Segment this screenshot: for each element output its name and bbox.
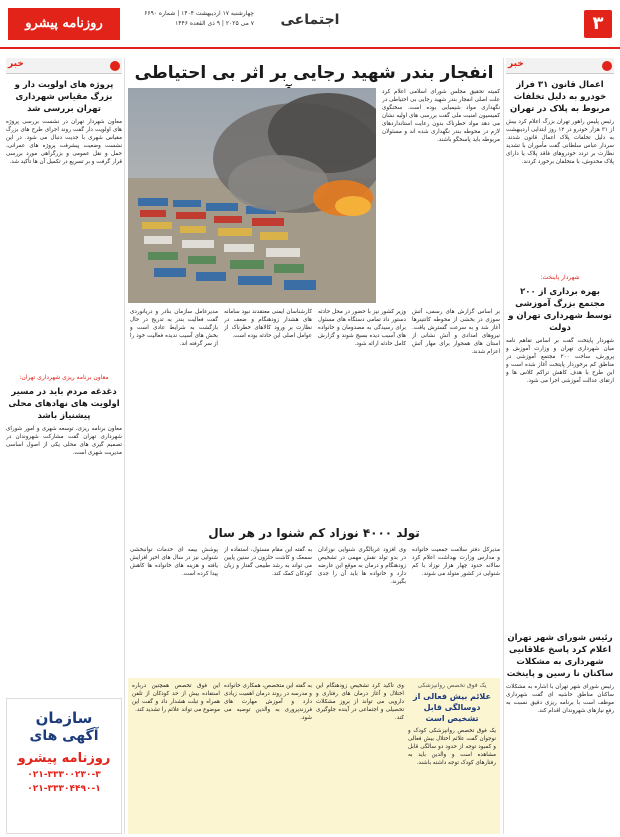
date-line-1: چهارشنبه ۱۷ اردیبهشت ۱۴۰۴ | شماره ۶۶۹۰	[144, 10, 254, 17]
right-story2-text: شهردار پایتخت گفت بر اساس تفاهم نامه میان شهرداری تهران و وزارت آموزش و پرورش، ساخت ۲۰۰ مجتمع آموزشی در مناطق کم برخوردار پایتخت آغاز شده است و این طرح با هدف کاهش تراکم کلاس ها و ارتقای عدالت آموزشی اجرا می شود.	[506, 338, 614, 384]
right-column	[506, 58, 614, 834]
page-header	[0, 0, 620, 48]
second-col-c: به گفته این مقام مسئول، استفاده از سمعک و کاشت حلزون در سنین پایین می تواند به رشد طبیعی گفتار و زبان کودکان کمک کند.	[224, 547, 312, 577]
highlight-col-b: وی تأکید کرد تشخیص زودهنگام این اختلال و آغاز درمان های رفتاری و دارویی می تواند از بروز مشکلات تحصیلی و اجتماعی در آینده جلوگیری کند.	[316, 683, 404, 721]
ad-box	[6, 698, 122, 834]
port-aerial-image	[128, 88, 376, 303]
second-col-d: پوشش بیمه ای خدمات توانبخشی شنوایی نیز در سال های اخیر افزایش یافته و هزینه های خانواده ها کاهش پیدا کرده است.	[130, 547, 218, 577]
highlight-article	[128, 678, 500, 834]
highlight-col-d: این فوق تخصص همچنین درباره استفاده بیش از حد کودکان از تلفن همراه و تبلت هشدار داد و گفت این موضوع می تواند علائم را تشدید کند.	[132, 683, 220, 713]
date-line	[124, 9, 254, 29]
ad-title: سازمان	[35, 709, 93, 727]
highlight-kicker: یک فوق تخصص روانپزشکی	[417, 682, 487, 689]
main-lead-text: کمیته تحقیق مجلس شورای اسلامی اعلام کرد علت اصلی انفجار بندر شهید رجایی بی احتیاطی در نگهداری مواد شیمیایی بوده است. سخنگوی کمیسیون امنیت ملی گفت بررسی های اولیه نشان می دهد مواد خطرناک بدون رعایت استانداردهای لازم در محوطه بندر نگهداری شده اند و مسئولان مربوطه باید پاسخگو باشند.	[382, 89, 500, 143]
ad-phone-2: ۰۲۱-۳۳۳۰۴۴۹۰-۱	[27, 784, 101, 794]
newspaper-logo: روزنامه پیشرو	[8, 8, 120, 40]
right-story3-text: رئیس شورای شهر تهران با اشاره به مشکلات ساکنان مناطق حاشیه ای گفت شهرداری موظف است با برنامه ریزی دقیق نسبت به رفع نیازهای شهروندان اقدام کند.	[506, 684, 614, 714]
port-fire-photo	[128, 88, 376, 303]
column-divider	[503, 58, 504, 834]
ad-phone-1: ۰۲۱-۳۳۳۰۰۲۳۰-۳	[27, 770, 101, 780]
right-tag-bar	[506, 58, 614, 74]
second-headline: تولد ۴۰۰۰ نوزاد کم شنوا در هر سال	[208, 526, 420, 540]
highlight-col-a	[408, 682, 496, 830]
right-story2-kicker: شهردار پاینخت:	[540, 274, 580, 281]
left-tag: خبر	[8, 59, 24, 69]
date-line-2: ۷ می ۲۰۲۵ | ۹ ذی القعده ۱۴۴۶	[175, 20, 254, 27]
right-tag: خبر	[508, 59, 524, 69]
highlight-title: علائم بیش فعالی از دوسالگی قابل تشخیص است	[413, 692, 491, 723]
main-col-b: وزیر کشور نیز با حضور در محل حادثه دستور داد تمامی دستگاه های مسئول برای رسیدگی به مصدومان و خانواده های آسیب دیده بسیج شوند و گزارش کامل حادثه ارائه شود.	[318, 309, 406, 347]
second-col-a: مدیرکل دفتر سلامت جمعیت خانواده و مدارس وزارت بهداشت اعلام کرد سالانه حدود چهار هزار نوزاد با کم شنوایی در کشور متولد می شوند.	[412, 547, 500, 577]
left-story2-text: معاون برنامه ریزی، توسعه شهری و امور شورای شهرداری تهران گفت مشارکت شهروندان در تصمیم گیری های محلی یکی از اصول اساسی مدیریت شهری است.	[6, 426, 122, 456]
ad-subtitle: آگهی های	[29, 728, 99, 744]
news-bullet-icon	[602, 61, 612, 71]
left-tag-bar	[6, 58, 122, 74]
section-title: اجتماعی	[280, 12, 340, 28]
main-col-c: کارشناسان ایمنی معتقدند نبود سامانه های هشدار زودهنگام و ضعف در نظارت بر ورود کالاهای خطرناک از عوامل اصلی این حادثه بوده است.	[224, 309, 312, 339]
main-headline: انفجار بندر شهید رجایی بر اثر بی احتیاطی	[134, 63, 494, 83]
second-col-b: وی افزود غربالگری شنوایی نوزادان در بدو تولد نقش مهمی در تشخیص زودهنگام و درمان به موقع این عارضه دارد و خانواده ها باید آن را جدی بگیرند.	[318, 547, 406, 585]
left-story1-text: معاون شهردار تهران در نشست بررسی پروژه های اولویت دار گفت روند اجرای طرح های بزرگ مقیاس شهری با جدیت دنبال می شود. در این نشست وضعیت پیشرفت پروژه های عمرانی، حمل و نقل عمومی و بزرگراهی مورد بررسی قرار گرفت و بر تسریع در تکمیل آن ها تأکید شد.	[6, 119, 122, 165]
main-article	[128, 58, 500, 834]
right-story1-text: رئیس پلیس راهور تهران بزرگ اعلام کرد بیش از ۳۱ هزار خودرو در ۱۲ روز ابتدایی اردیبهشت به دلیل تخلفات پلاک اعمال قانون شدند. سردار عباس سلطانی گفت مأموران با تشدید نظارت بر تردد خودروهای فاقد پلاک یا دارای پلاک مخدوش، با متخلفان برخورد کردند.	[506, 119, 614, 165]
ad-brand: روزنامه پیشرو	[17, 751, 111, 766]
left-column	[6, 58, 122, 834]
highlight-text-a: یک فوق تخصص روانپزشکی کودک و نوجوان گفت علائم اختلال بیش فعالی و کمبود توجه از حدود دو سالگی قابل مشاهده است و والدین باید به رفتارهای کودک توجه داشته باشند.	[408, 728, 496, 766]
highlight-col-c: به گفته این متخصص، همکاری خانواده و مدرسه در روند درمان اهمیت زیادی دارد و آموزش مهارت های فرزندپروری به والدین توصیه می شود.	[224, 683, 312, 721]
main-lower-columns	[128, 308, 500, 523]
left-story2-title: دغدغه مردم باید در مسیر اولویت های نهادهای محلی پیشنیاز باشد	[8, 387, 120, 421]
page-number: ۳	[584, 10, 612, 38]
right-story1-title: اعمال قانون ۳۱ فراز خودرو به دلیل تخلفات مربوط به پلاک در تهران	[510, 80, 610, 114]
news-bullet-icon	[110, 61, 120, 71]
second-article	[128, 546, 500, 676]
header-rule	[0, 47, 620, 49]
column-divider	[124, 58, 125, 834]
right-story3-title: رئیس شورای شهر تهران اعلام کرد پاسخ علاقانیی شهرداری به مشکلات ساکنان نا رسین و پاینخت	[506, 633, 614, 679]
left-story1-title: پروژه های اولویت دار و بزرگ مقیاس شهرداری تهران بررسی شد	[14, 80, 114, 114]
right-story2-title: بهره برداری از ۲۰۰ مجتمع بزرگ آموزشی توسط شهرداری تهران و دولت	[508, 287, 612, 333]
main-lead-column	[382, 88, 500, 303]
main-col-d: مدیرعامل سازمان بنادر و دریانوردی گفت فعالیت بندر به تدریج در حال بازگشت به شرایط عادی است و بخش های آسیب ندیده فعالیت خود را از سر گرفته اند.	[130, 309, 218, 347]
main-col-a: بر اساس گزارش های رسمی، آتش سوزی در بخشی از محوطه کانتینرها آغاز شد و به سرعت گسترش یافت. نیروهای امدادی و آتش نشانی از استان های همجوار برای مهار آتش اعزام شدند.	[412, 309, 500, 355]
left-story2-kicker: معاون برنامه ریزی شهرداری تهران:	[19, 374, 109, 381]
